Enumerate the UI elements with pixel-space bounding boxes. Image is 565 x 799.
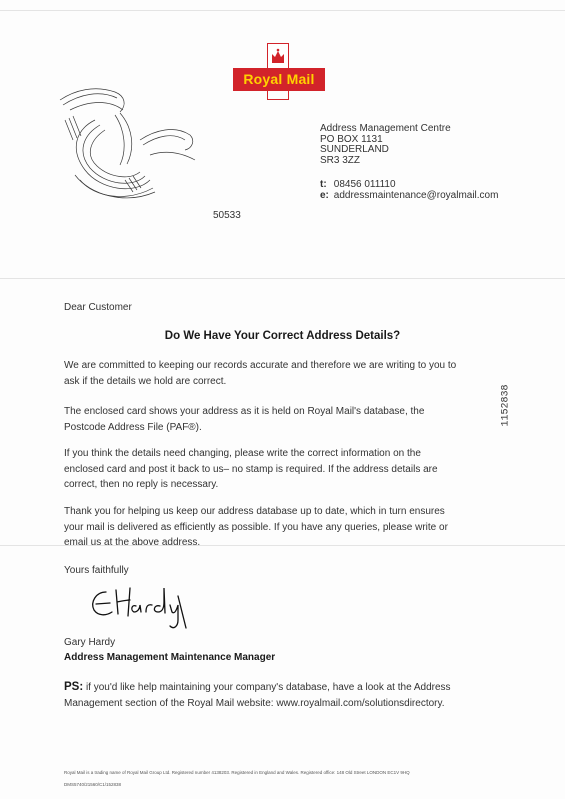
paragraph-1: We are committed to keeping our records accurate and therefore we are writing to you to ask if the details we hold are correct. <box>64 360 457 387</box>
footer-document-code: DMS5740/21560/C1/152838 <box>64 782 122 787</box>
email-address: addressmaintenance@royalmail.com <box>333 190 499 201</box>
phone-row <box>320 179 498 190</box>
footer-legal-text: Royal Mail is a trading name of Royal Mail Group Ltd. Registered number 4138203. Registered in England and Wales. Registered office: 148 Old Street LONDON EC1V 9HQ <box>64 770 410 775</box>
sign-off: Yours faithfully <box>64 565 129 576</box>
paragraph-3: If you think the details need changing, please write the correct information on the enclosed card and post it back to us– no stamp is required. If the address details are correct, then no reply is necessary. <box>64 448 438 490</box>
email-row <box>320 190 498 201</box>
logo-wordmark: Royal Mail <box>233 68 325 91</box>
address-line: SR3 3ZZ <box>320 154 361 166</box>
crown-icon <box>267 43 289 68</box>
signer-title: Address Management Maintenance Manager <box>64 652 276 663</box>
royal-mail-logo <box>233 43 325 103</box>
reference-number: 50533 <box>213 210 241 221</box>
address-line: Address Management Centre <box>320 123 451 134</box>
handwritten-signature <box>86 578 206 633</box>
phone-label: t: <box>320 179 327 190</box>
ps-label: PS: <box>64 681 84 693</box>
paragraph-4: Thank you for helping us keep our address database up to date, which in turn ensures your mail is delivered as efficiently as possible. If you have any queries, please write or email us at the above address. <box>64 506 448 548</box>
page-fold-middle <box>0 278 565 279</box>
page-fold-top <box>0 10 565 11</box>
paragraph-2: The enclosed card shows your address as it is held on Royal Mail's database, the Postcode Address File (PAF®). <box>64 406 425 433</box>
address-line: SUNDERLAND <box>320 144 389 155</box>
postscript <box>64 680 464 711</box>
letter-heading: Do We Have Your Correct Address Details? <box>164 330 401 342</box>
salutation: Dear Customer <box>64 302 132 313</box>
email-label: e: <box>320 190 329 201</box>
sender-address <box>320 124 451 166</box>
side-reference-code: 1152838 <box>500 384 512 427</box>
contact-details <box>320 179 498 201</box>
pen-sketch-illustration <box>55 80 205 210</box>
logo-frame-bottom <box>267 91 289 100</box>
signer-name: Gary Hardy <box>64 637 116 648</box>
ps-text: if you'd like help maintaining your company's database, have a look at the Address Management section of the Royal Mail website: www.royalmail.com/solutionsdirectory. <box>64 682 451 709</box>
phone-number: 08456 011110 <box>333 179 396 190</box>
address-line: PO BOX 1131 <box>320 133 383 145</box>
